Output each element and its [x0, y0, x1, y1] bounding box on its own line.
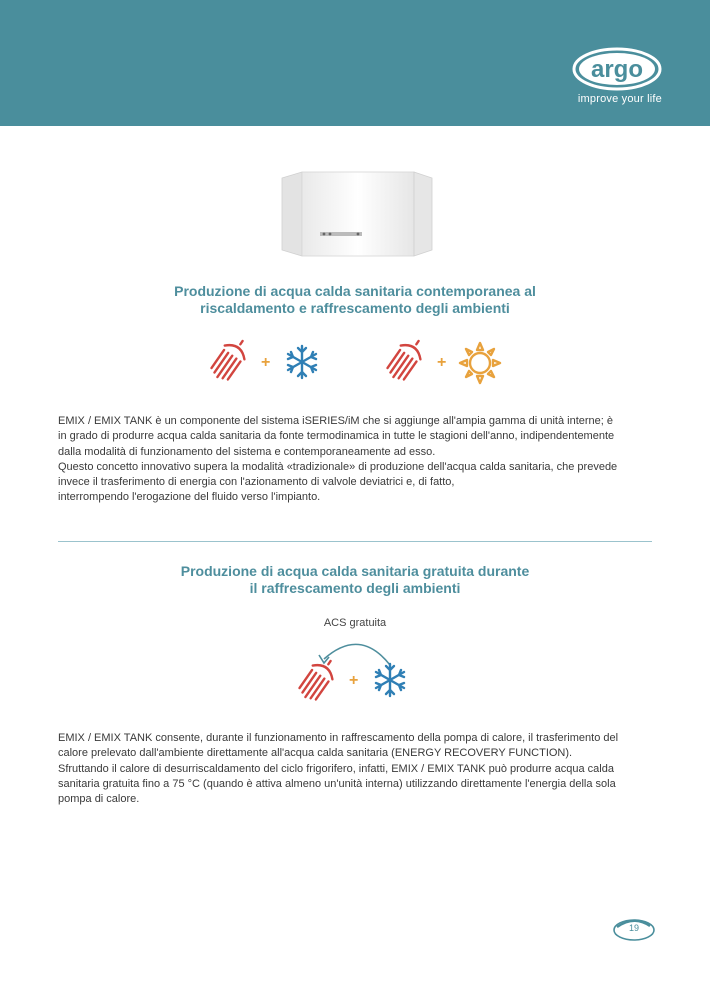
product-image [278, 170, 434, 258]
section-2-title: Produzione di acqua calda sanitaria gratuita durante il raffrescamento degli ambienti [180, 563, 530, 596]
plus-sign: + [437, 354, 447, 371]
svg-text:argo: argo [590, 56, 644, 83]
section-divider [58, 541, 652, 542]
section-2-paragraph: EMIX / EMIX TANK consente, durante il funzionamento in raffrescamento della pompa di calore, il trasferimento del calore prelevato dall'ambiente direttamente all'acqua calda sanitaria (ENERGY RECOVERY FUNCTION). Sfruttando il calore di desurriscaldamento del ciclo frigorifero, infatti, EMIX / EMIX TANK può produrre acqua calda sanitaria gratuita fino a 75 °C (quando è attiva almeno un'unità interna) utilizzando direttamente l'energia della sola pompa di calore. [58, 732, 619, 806]
shower-icon [208, 337, 252, 383]
section-1-title: Produzione di acqua calda sanitaria contemporanea al riscaldamento e raffrescamento degli ambienti [174, 283, 536, 316]
plus-sign: + [261, 354, 271, 371]
sun-icon [458, 341, 502, 385]
section-1-paragraph: EMIX / EMIX TANK è un componente del sistema iSERIES/iM che si aggiunge all'ampia gamma di unità interne; è in grado di produrre acqua calda sanitaria da fonte termodinamica in tutte le stagioni dell'anno, indipendentemente dalla modalità di funzionamento del sistema e contemporaneamente ad esso. Questo concetto innovativo supera la modalità «tradizionale» di produzione dell'acqua calda sanitaria, che prevede invece il trasferimento di energia con l'azionamento di valvole deviatrici e, di fatto, interrompendo l'erogazione del fluido verso l'impianto. [58, 415, 618, 504]
shower-icon [384, 337, 428, 383]
brand-tagline: improve your life [577, 93, 662, 105]
snowflake-icon [372, 662, 408, 698]
argo-logo [572, 47, 662, 91]
plus-sign: + [349, 672, 359, 689]
shower-icon [296, 657, 340, 703]
header-band [0, 0, 710, 126]
page-number: 19 [628, 923, 639, 933]
snowflake-icon [284, 344, 320, 380]
acs-label: ACS gratuita [323, 617, 387, 629]
